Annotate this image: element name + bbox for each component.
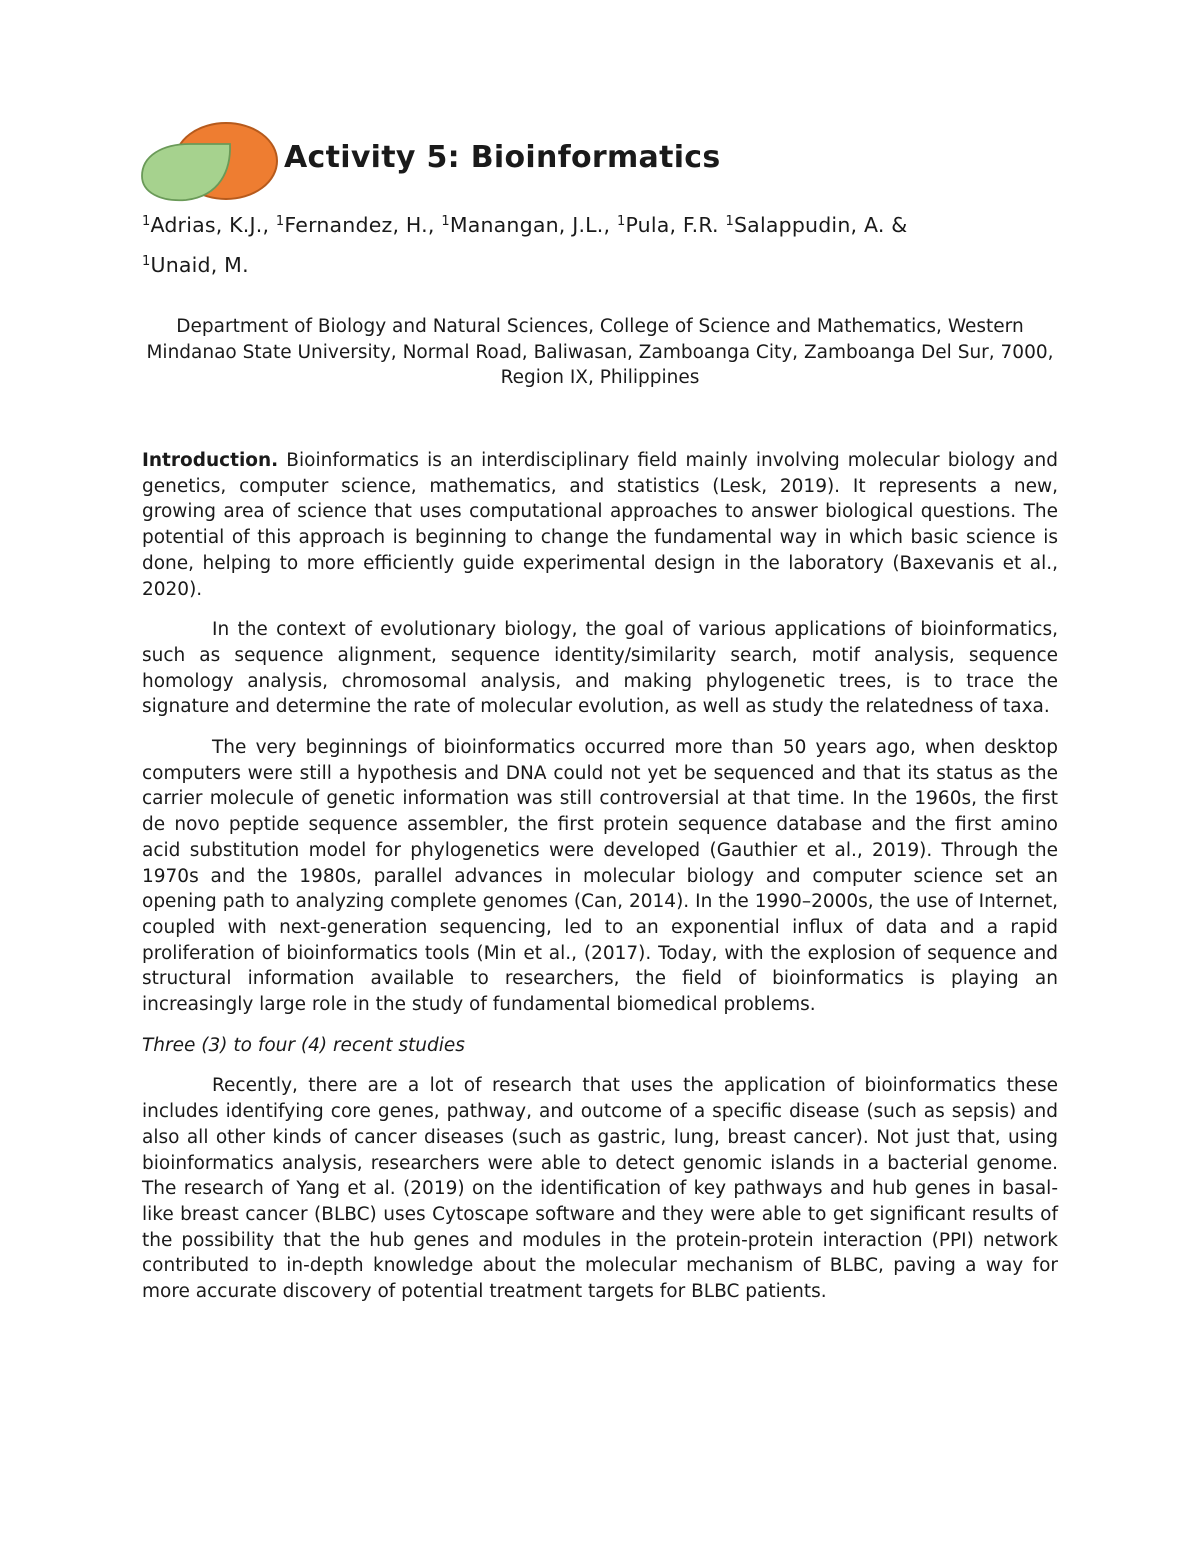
document-title: Activity 5: Bioinformatics bbox=[284, 140, 721, 175]
leaf-logo-icon bbox=[138, 120, 280, 206]
intro-paragraph bbox=[142, 448, 1058, 602]
author-entry: $^1$Fernandez, H., bbox=[275, 213, 442, 237]
section-heading: Three (3) to four (4) recent studies bbox=[142, 1034, 465, 1056]
paragraph-evolutionary-biology: In the context of evolutionary biology, the goal of various applications of bioinformatics, such as sequence alignment, sequence identity/similarity search, motif analysis, sequence homology analysis, chromosomal analysis, and making phylogenetic trees, is to trace the signature and determine the rate of molecular evolution, as well as study the relatedness of taxa. bbox=[142, 619, 1058, 718]
author-list bbox=[142, 205, 1062, 285]
author-entry: $^1$Adrias, K.J., bbox=[142, 213, 276, 237]
body-text bbox=[142, 448, 1058, 1305]
author-entry: $^1$Pula, F.R. bbox=[616, 213, 726, 237]
paragraph-history: The very beginnings of bioinformatics occurred more than 50 years ago, when desktop computers were still a hypothesis and DNA could not yet be sequenced and that its status as the carrier molecule of genetic information was still controversial at that time. In the 1960s, the first de novo peptide sequence assembler, the first protein sequence database and the first amino acid substitution model for phylogenetics were developed (Gauthier et al., 2019). Through the 1970s and the 1980s, parallel advances in molecular biology and computer science set an opening path to analyzing complete genomes (Can, 2014). In the 1990–2000s, the use of Internet, coupled with next-generation sequencing, led to an exponential influx of data and a rapid proliferation of bioinformatics tools (Min et al., (2017). Today, with the explosion of sequence and structural information available to researchers, the field of bioinformatics is playing an increasingly large role in the study of fundamental biomedical problems. bbox=[142, 737, 1058, 1016]
intro-text: Bioinformatics is an interdisciplinary field mainly involving molecular biology and genetics, computer science, mathematics, and statistics (Lesk, 2019). It represents a new, growing area of science that uses computational approaches to answer biological questions. The potential of this approach is beginning to change the fundamental way in which basic science is done, helping to more efficiently guide experimental design in the laboratory (Baxevanis et al., 2020). bbox=[142, 450, 1058, 600]
author-entry: $^1$Unaid, M. bbox=[142, 253, 249, 277]
intro-label: Introduction. bbox=[142, 450, 279, 471]
author-entry: $^1$Salappudin, A. & bbox=[725, 213, 908, 237]
affiliation: Department of Biology and Natural Sciences, College of Science and Mathematics, Western Mindanao State University, Normal Road, Baliwasan, Zamboanga City, Zamboanga Del Sur, 7000, Region IX, Philippines bbox=[146, 316, 1054, 389]
paragraph-recent-studies: Recently, there are a lot of research that uses the application of bioinformatics these includes identifying core genes, pathway, and outcome of a specific disease (such as sepsis) and also all other kinds of cancer diseases (such as gastric, lung, breast cancer). Not just that, using bioinformatics analysis, researchers were able to detect genomic islands in a bacterial genome. The research of Yang et al. (2019) on the identification of key pathways and hub genes in basal-like breast cancer (BLBC) uses Cytoscape software and they were able to get significant results of the possibility that the hub genes and modules in the protein-protein interaction (PPI) network contributed to in-depth knowledge about the molecular mechanism of BLBC, paving a way for more accurate discovery of potential treatment targets for BLBC patients. bbox=[142, 1075, 1058, 1303]
author-entry: $^1$Manangan, J.L., bbox=[441, 213, 617, 237]
